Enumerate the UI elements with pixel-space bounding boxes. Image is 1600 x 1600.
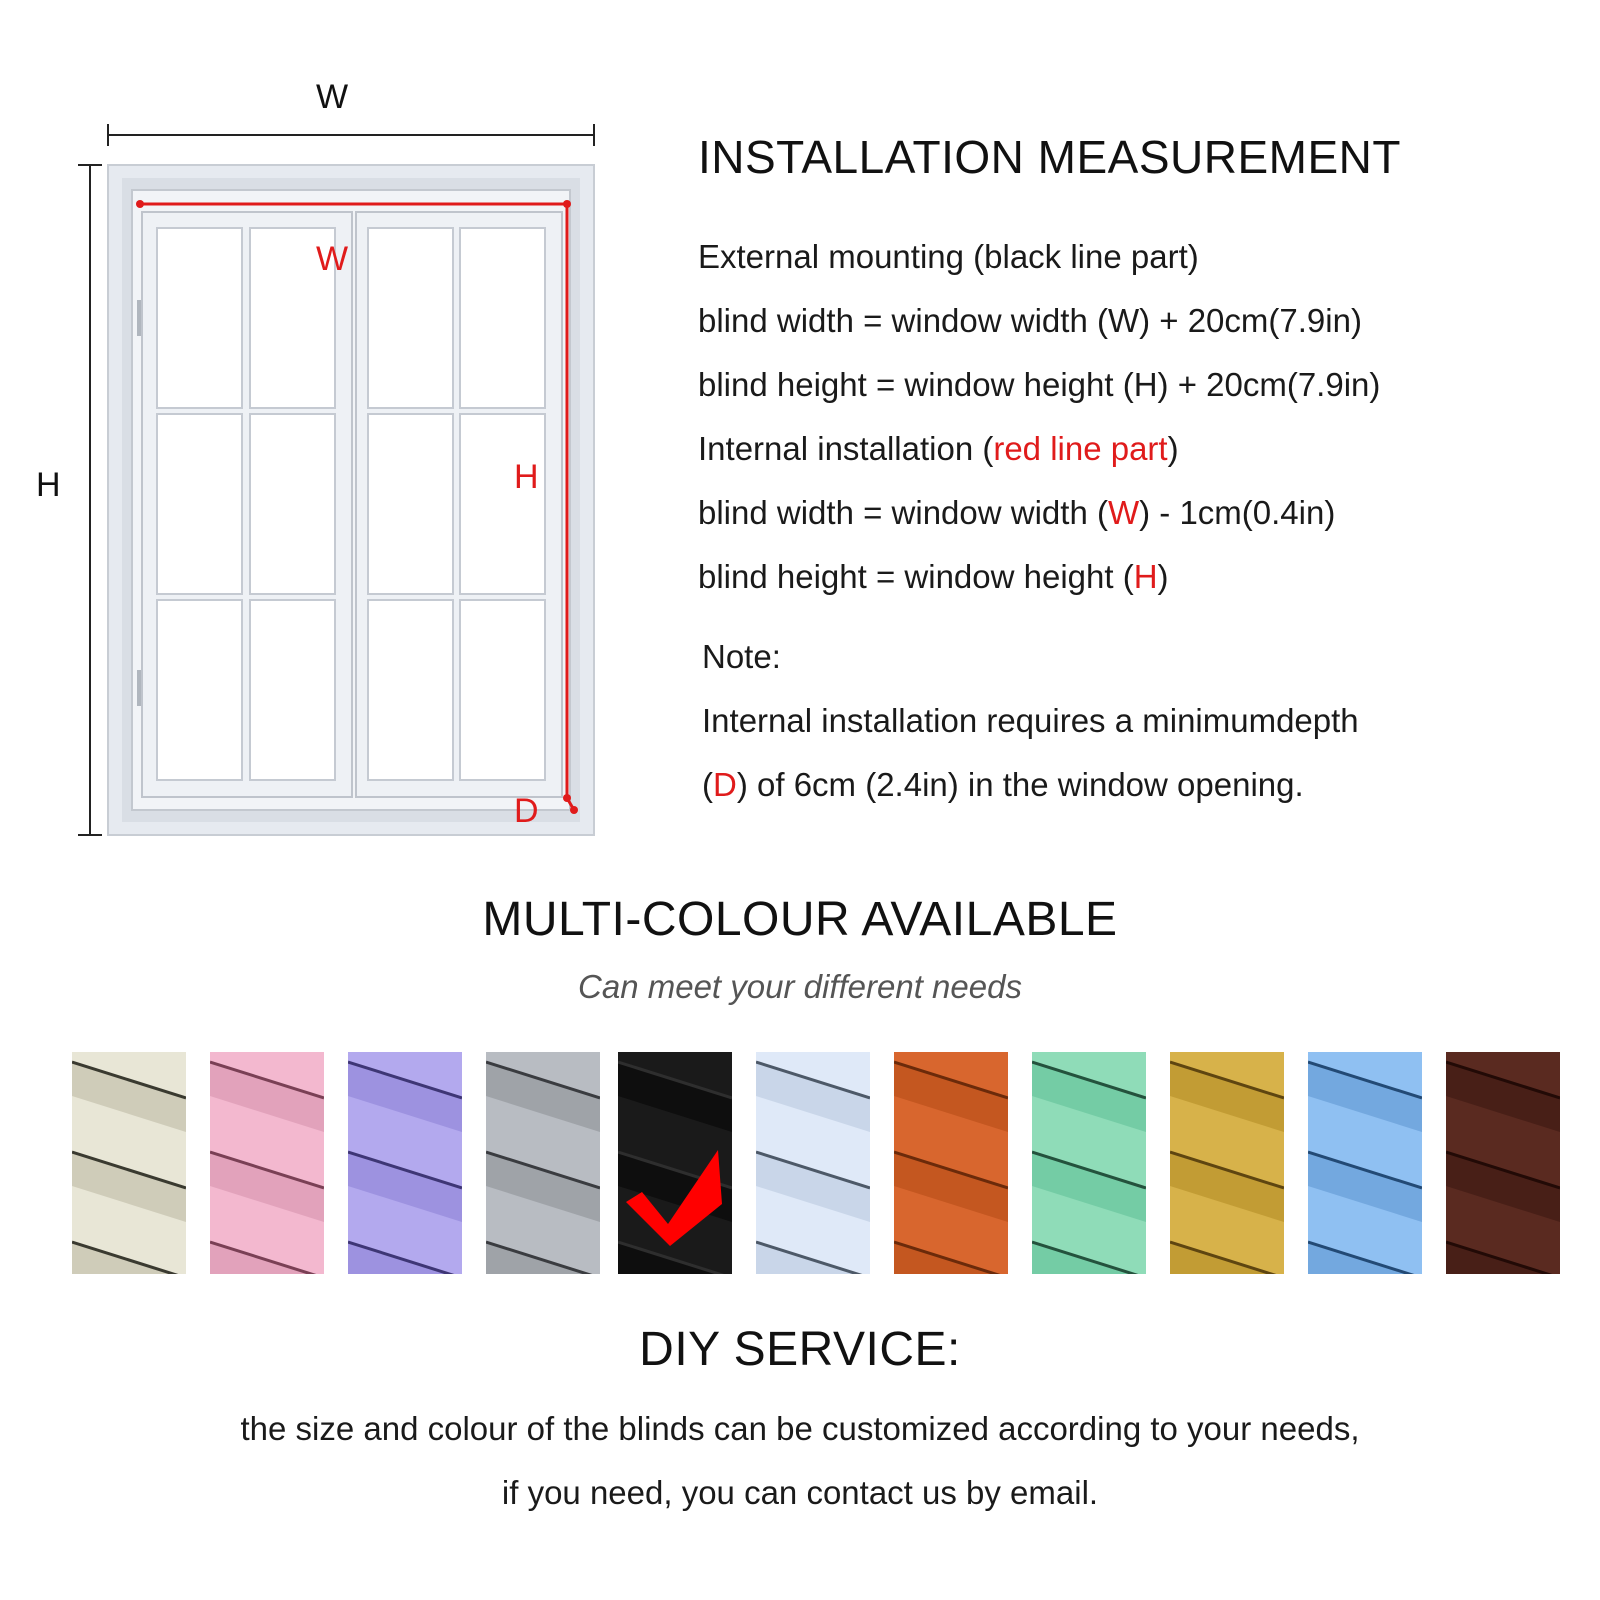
note-line-2: (D) of 6cm (2.4in) in the window opening. — [702, 766, 1304, 803]
external-mounting-heading: External mounting (black line part) — [698, 238, 1199, 275]
colour-swatch-silver[interactable] — [486, 1052, 600, 1274]
inner-depth-label: D — [514, 792, 539, 830]
red-line-part-text: red line part — [993, 430, 1168, 467]
colour-swatch-brown[interactable] — [1446, 1052, 1560, 1274]
diy-text-line-2: if you need, you can contact us by email. — [501, 1474, 1099, 1511]
window-illustration — [0, 0, 640, 860]
multi-colour-title: MULTI-COLOUR AVAILABLE — [482, 893, 1118, 946]
colour-swatch-black[interactable] — [618, 1052, 732, 1274]
external-width-formula: blind width = window width (W) + 20cm(7.9in) — [698, 302, 1362, 339]
colour-swatch-sky-blue[interactable] — [1308, 1052, 1422, 1274]
outer-height-label: H — [36, 466, 61, 504]
colour-swatch-pink[interactable] — [210, 1052, 324, 1274]
colour-swatch-gold[interactable] — [1170, 1052, 1284, 1274]
internal-installation-heading: Internal installation (red line part) — [698, 430, 1179, 467]
colour-swatch-orange[interactable] — [894, 1052, 1008, 1274]
multi-colour-subtitle: Can meet your different needs — [578, 968, 1022, 1005]
external-height-formula: blind height = window height (H) + 20cm(7.9in) — [698, 366, 1381, 403]
diy-service-title: DIY SERVICE: — [639, 1323, 961, 1376]
diy-text-line-1: the size and colour of the blinds can be customized according to your needs, — [240, 1410, 1360, 1447]
internal-height-formula: blind height = window height (H) — [698, 558, 1169, 595]
colour-swatch-light-blue[interactable] — [756, 1052, 870, 1274]
installation-title: INSTALLATION MEASUREMENT — [698, 131, 1401, 183]
outer-width-label: W — [316, 78, 349, 116]
colour-swatch-mint[interactable] — [1032, 1052, 1146, 1274]
colour-swatch-cream[interactable] — [72, 1052, 186, 1274]
internal-width-formula: blind width = window width (W) - 1cm(0.4in) — [698, 494, 1336, 531]
colour-swatch-lavender[interactable] — [348, 1052, 462, 1274]
note-line-1: Internal installation requires a minimumdepth — [702, 702, 1359, 739]
inner-height-label: H — [514, 458, 539, 496]
inner-width-label: W — [316, 240, 349, 278]
window-measurement-diagram — [0, 0, 640, 860]
note-label: Note: — [702, 638, 781, 675]
